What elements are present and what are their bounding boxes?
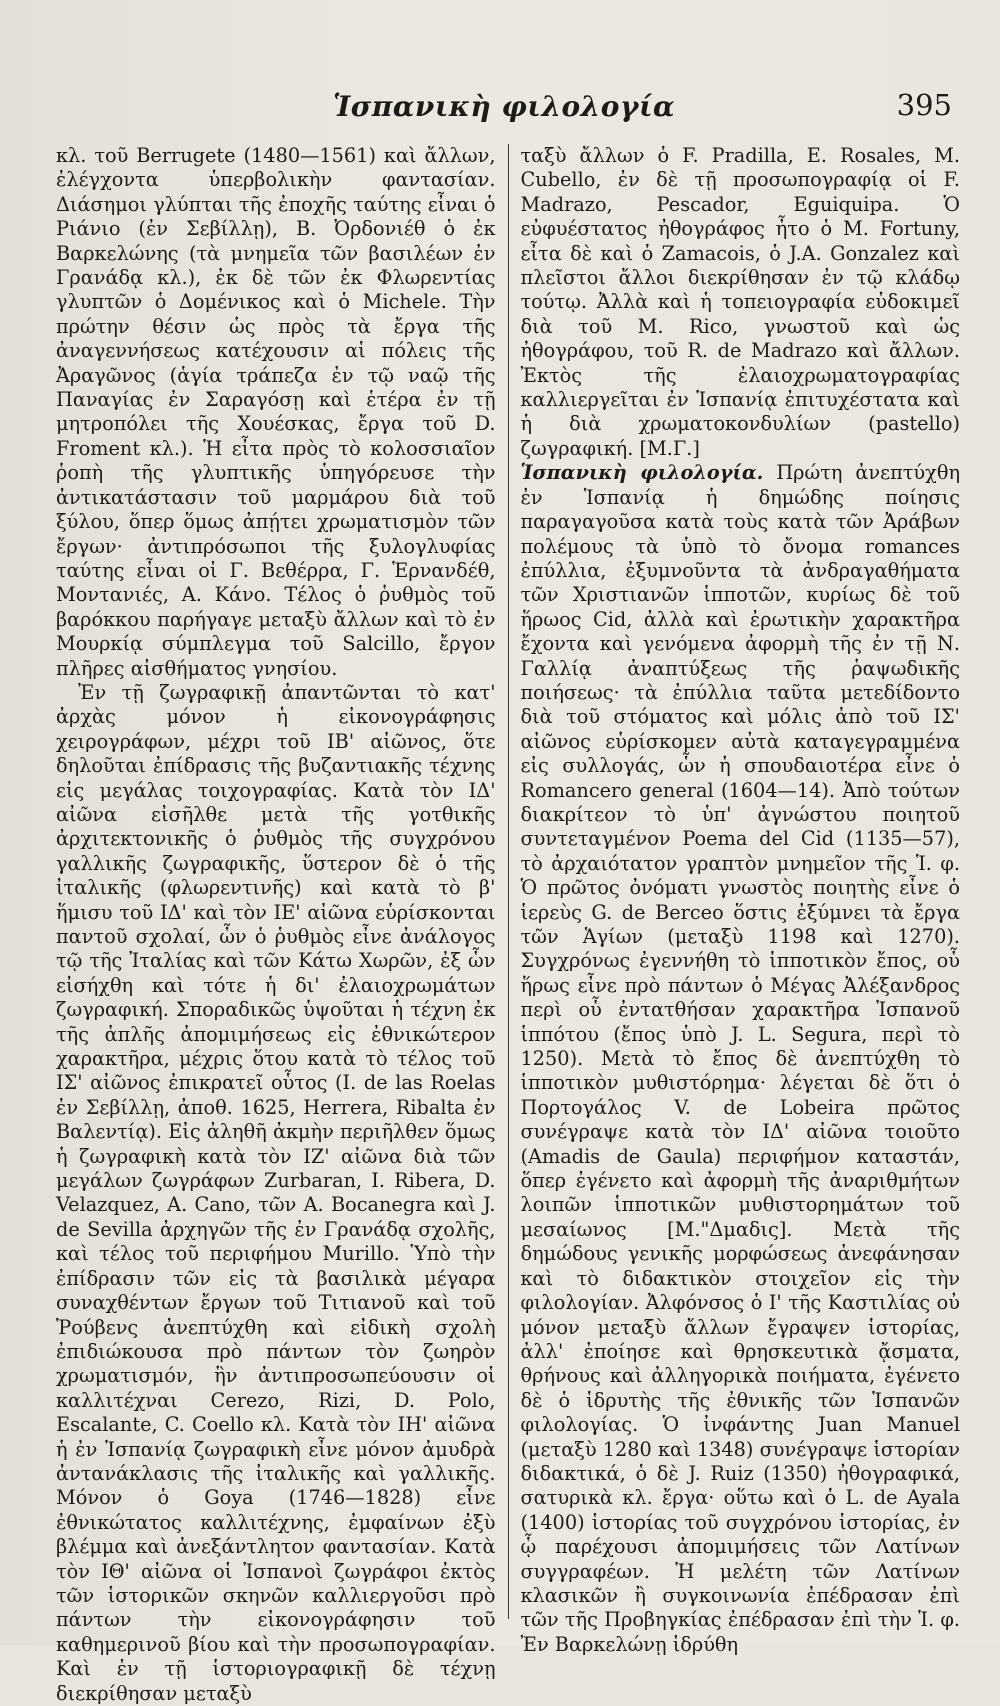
- left-column: [56, 140, 508, 1705]
- paragraph: [521, 461, 961, 1657]
- running-title: Ἱσπανικὴ φιλολογία: [332, 90, 676, 123]
- text-columns: [56, 140, 960, 1705]
- page-number: 395: [896, 88, 952, 122]
- entry-text: Πρώτη ἀνεπτύχθη ἐν Ἱσπανίᾳ ἡ δημώδης ποίησις παραγαγοῦσα κατὰ τοὺς κατὰ τῶν Ἀράβων πολέμους τὰ ὑπὸ τὸ ὄνομα romances ἐπύλλια, ἐξυμνοῦντα τὰ ἀνδραγαθήματα τῶν Χριστιανῶν ἱπποτῶν, κυρίως δὲ τοῦ ἥρωος Cid, ἀλλὰ καὶ ἐρωτικὴν χαρακτῆρα ἔχοντα καὶ γενόμενα ἀφορμὴ τῆς ἐν τῇ Ν. Γαλλίᾳ ἀναπτύξεως τῆς ῥαψωδικῆς ποιήσεως· τὰ ἐπύλλια ταῦτα μετεδίδοντο διὰ τοῦ στόματος καὶ μόλις ἀπὸ τοῦ ΙΣ' αἰῶνος εὑρίσκομεν αὐτὰ καταγεγραμμένα εἰς συλλογάς, ὧν ἡ σπουδαιοτέρα εἶνε ὁ Romancero general (1604—14). Ἀπὸ τούτων διακρίτεον τὸ ὑπ' ἀγνώστου ποιητοῦ συντεταγμένον Poema del Cid (1135—57), τὸ ἀρχαιότατον γραπτὸν μνημεῖον τῆς Ἱ. φ. Ὁ πρῶτος ὀνόματι γνωστὸς ποιητὴς εἶνε ὁ ἱερεὺς G. de Berceo ὅστις ἐξύμνει τὰ ἔργα τῶν Ἁγίων (μεταξὺ 1198 καὶ 1270). Συγχρόνως ἐγεννήθη τὸ ἱπποτικὸν ἔπος, οὗ ἥρως εἶνε πρὸ πάντων ὁ Μέγας Ἀλέξανδρος περὶ οὗ ἐντατθήσαν χαρακτῆρα Ἱσπανοῦ ἱππότου (ἔπος ὑπὸ J. L. Segura, περὶ τὸ 1250). Μετὰ τὸ ἔπος δὲ ἀνεπτύχθη τὸ ἱπποτικὸν μυθιστόρημα· λέγεται δὲ ὅτι ὁ Πορτογάλος V. de Lobeira πρῶτος συνέγραψε κατὰ τὸν ΙΔ' αἰῶνα τοιοῦτο (Amadis de Gaula) περιφήμον καταστάν, ὅπερ ἐγένετο καὶ ἀφορμὴ τῆς ἀναριθμήτων λοιπῶν ἱπποτικῶν μυθιστορημάτων τοῦ μεσαίωνος [Μ."Δμαδις]. Μετὰ τῆς δημώδους γενικῆς μορφώσεως ἀνεφάνησαν καὶ τὸ διδακτικὸν στοιχεῖον εἰς τὴν φιλολογίαν. Ἀλφόνσος ὁ Ι' τῆς Καστιλίας οὐ μόνον μεταξὺ ἄλλων ἔγραψεν ἱστορίας, ἀλλ' ἐποίησε καὶ θρησκευτικὰ ᾄσματα, θρήνους καὶ ἀλληγορικὰ ποιήματα, ἐγένετο δὲ ὁ ἱδρυτὴς τῆς ἐθνικῆς τῶν Ἱσπανῶν φιλολογίας. Ὁ ἰνφάντης Juan Manuel (μεταξὺ 1280 καὶ 1348) συνέγραψε ἱστορίαν διδακτικά, ὁ δὲ J. Ruiz (1350) ἠθογραφικά, σατυρικὰ κλ. ἔργα· οὕτω καὶ ὁ L. de Ayala (1400) ἱστορίας τοῦ συγχρόνου ἱστορίας, ἐν ᾧ παρέχουσι ἀπομιμήσεις τῶν Λατίνων συγγραφέων. Ἡ μελέτη τῶν Λατίνων κλασικῶν ἢ συγκοινωνία ἐπέδρασαν ἐπὶ τῶν τῆς Προβηγκίας ἐπέδρασαν ἐπὶ τὴν Ἱ. φ. Ἐν Βαρκελώνῃ ἱδρύθη: [520, 461, 960, 1656]
- paragraph: ταξὺ ἄλλων ὁ F. Pradilla, E. Rosales, M. Cubello, ἐν δὲ τῇ προσωπογραφίᾳ οἱ F. Madrazo, Pescador, Eguiquipa. Ὁ εὐφυέστατος ἠθογράφος ἦτο ὁ M. Fortuny, εἶτα δὲ καὶ ὁ Zamacois, ὁ J.A. Gonzalez καὶ πλεῖστοι ἄλλοι διεκρίθησαν ἐν τῷ κλάδῳ τούτῳ. Ἀλλὰ καὶ ἡ τοπειογραφία εὐδοκιμεῖ διὰ τοῦ M. Rico, γνωστοῦ καὶ ὡς ἠθογράφου, τοῦ R. de Madrazo καὶ ἄλλων. Ἐκτὸς τῆς ἐλαιοχρωματογραφίας καλλιεργεῖται ἐν Ἱσπανίᾳ ἐπιτυχέστατα καὶ ἡ διὰ χρωματοκονδυλίων (pastello) ζωγραφική. [Μ.Γ.]: [520, 144, 960, 460]
- paragraph: κλ. τοῦ Berrugete (1480—1561) καὶ ἄλλων, ἐλέγχοντα ὑπερβολικὴν φαντασίαν. Διάσημοι γλύπται τῆς ἐποχῆς ταύτης εἶναι ὁ Ριάνιο (ἐν Σεβίλλῃ), Β. Ὀρδονιέθ ὁ ἐκ Βαρκελώνης (τὰ μνημεῖα τῶν βασιλέων ἐν Γρανάδᾳ κλ.), ἐκ δὲ τῶν ἐκ Φλωρεντίας γλυπτῶν ὁ Δομένικος καὶ ὁ Michele. Τὴν πρώτην θέσιν ὡς πρὸς τὰ ἔργα τῆς ἀναγεννήσεως κατέχουσιν αἱ πόλεις τῆς Ἀραγῶνος (ἁγία τράπεζα ἐν τῷ ναῷ τῆς Παναγίας ἐν Σαραγόσῃ καὶ ἑτέρα ἐν τῇ μητροπόλει τῆς Χουέσκας, ἔργα τοῦ D. Froment κλ.). Ἡ εἶτα πρὸς τὸ κολοσσιαῖον ῥοπὴ τῆς γλυπτικῆς ὑπηγόρευσε τὴν ἀντικατάστασιν τοῦ μαρμάρου διὰ τοῦ ξύλου, ὅπερ ὅμως ἀπῄτει χρωματισμὸν τῶν ἔργων· ἀντιπρόσωποι τῆς ξυλογλυφίας ταύτης εἶναι οἱ Γ. Βεθέρρα, Γ. Ἑρνανδέθ, Μοντανιές, Α. Κάνο. Τέλος ὁ ῥυθμὸς τοῦ βαρόκκου παρήγαγε μεταξὺ ἄλλων καὶ τὸ ἐν Μουρκίᾳ σύμπλεγμα τοῦ Salcillo, ἔργον πλῆρες αἰσθήματος γνησίου.: [56, 144, 496, 680]
- running-head: [56, 88, 952, 128]
- right-column: [509, 140, 961, 1656]
- paragraph: Ἐν τῇ ζωγραφικῇ ἀπαντῶνται τὸ κατ' ἀρχὰς μόνον ἡ εἰκονογράφησις χειρογράφων, μέχρι τοῦ ΙΒ' αἰῶνος, ὅτε δηλοῦται ἐπίδρασις τῆς βυζαντιακῆς τέχνης εἰς μεγάλας τοιχογραφίας. Κατὰ τὸν ΙΔ' αἰῶνα εἰσῆλθε μετὰ τῆς γοτθικῆς ἀρχιτεκτονικῆς ὁ ῥυθμὸς τῆς συγχρόνου γαλλικῆς ζωγραφικῆς, ὕστερον δὲ ὁ τῆς ἰταλικῆς (φλωρεντινῆς) καὶ κατὰ τὸ β' ἥμισυ τοῦ ΙΔ' καὶ τὸν ΙΕ' αἰῶνα εὑρίσκονται παντοῦ σχολαί, ὧν ὁ ῥυθμὸς εἶνε ἀνάλογος τῷ τῆς Ἰταλίας καὶ τῶν Κάτω Χωρῶν, ἐξ ὧν εἰσήχθη καὶ τότε ἡ δι' ἐλαιοχρωμάτων ζωγραφική. Σποραδικῶς ὑψοῦται ἡ τέχνη ἐκ τῆς ἁπλῆς ἀπομιμήσεως εἰς ἐθνικώτερον χαρακτῆρα, μέχρις ὅτου κατὰ τὸ τέλος τοῦ ΙΣ' αἰῶνος ἐπικρατεῖ οὗτος (I. de las Roelas ἐν Σεβίλλῃ, ἀποθ. 1625, Herrera, Ribalta ἐν Βαλεντίᾳ). Εἰς ἀληθῆ ἀκμὴν περιῆλθεν ὅμως ἡ ζωγραφικὴ κατὰ τὸν ΙΖ' αἰῶνα διὰ τῶν μεγάλων ζωγράφων Zurbaran, I. Ribera, D. Velazquez, A. Cano, τῶν A. Bocanegra καὶ J. de Sevilla ἀρχηγῶν τῆς ἐν Γρανάδᾳ σχολῆς, καὶ τέλος τοῦ περιφήμου Murillo. Ὑπὸ τὴν ἐπίδρασιν τῶν εἰς τὰ βασιλικὰ μέγαρα συναχθέντων ἔργων τοῦ Τιτιανοῦ καὶ τοῦ Ῥούβενς ἀνεπτύχθη καὶ εἰδικὴ σχολὴ ἐπιδιώκουσα πρὸ πάντων τὸν ζωηρὸν χρωματισμόν, ἣν ἀντιπροσωπεύουσιν οἱ καλλιτέχναι Cerezo, Rizi, D. Polo, Escalante, C. Coello κλ. Κατὰ τὸν ΙΗ' αἰῶνα ἡ ἐν Ἱσπανίᾳ ζωγραφικὴ εἶνε μόνον ἀμυδρὰ ἀντανάκλασις τῆς ἰταλικῆς καὶ γαλλικῆς. Μόνον ὁ Goya (1746—1828) εἶνε ἐθνικώτατος καλλιτέχνης, ἐμφαίνων ἐξὺ βλέμμα καὶ ἀνεξάντλητον φαντασίαν. Κατὰ τὸν ΙΘ' αἰῶνα οἱ Ἱσπανοὶ ζωγράφοι ἐκτὸς τῶν ἱστορικῶν σκηνῶν καλλιεργοῦσι πρὸ πάντων τὴν εἰκονογράφησιν τοῦ καθημερινοῦ βίου καὶ τὴν προσωπογραφίαν. Καὶ ἐν τῇ ἱστοριογραφικῇ δὲ τέχνῃ διεκρίθησαν μεταξὺ: [56, 680, 496, 1705]
- entry-heading: Ἱσπανικὴ φιλολογία.: [520, 461, 764, 485]
